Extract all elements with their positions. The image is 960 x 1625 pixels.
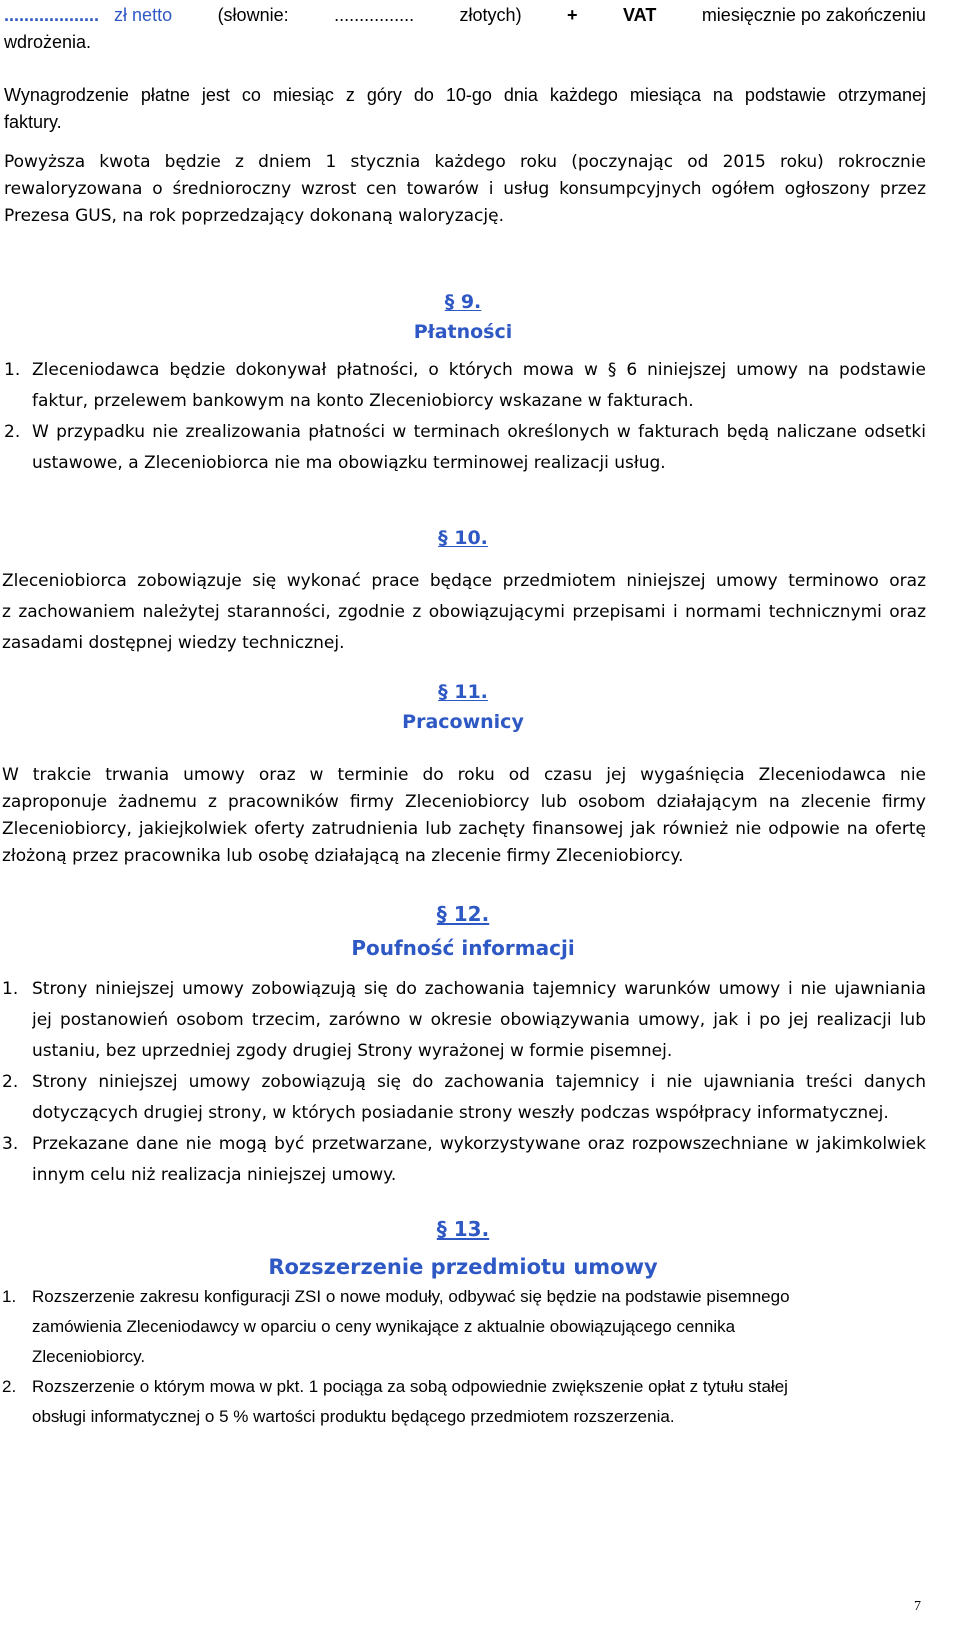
list-number: 2. — [2, 1072, 19, 1092]
fee-line1-rest: miesięcznie po zakończeniu — [701, 5, 926, 25]
section-12-list: 1. Strony niniejszej umowy zobowiązują się do zachowania tajemnicy warunków umowy i nie ujawniania jej postanowień osobom trzecim, zarówno w okresie obowiązywania umowy, jak i po jej realizacji lub ustaniu, bez uprzedniej zgody drugiej Strony wyrażonej w formie pisemnej. 2. Strony niniejszej umowy zobowiązują się do zachowania tajemnicy i nie ujawniania treści danych dotyczących drugiej strony, w których posiadanie strony weszły podczas współpracy informatycznej. 3. Przekazane dane nie mogą być przetwarzane, wykorzystywane oraz rozpowszechniane w jakimkolwiek innym celu niż realizacja niniejszej umowy. — [2, 974, 926, 1191]
indexation-paragraph: Powyższa kwota będzie z dniem 1 stycznia każdego roku (poczynając od 2015 roku) rokrocznie rewaloryzowana o średnioroczny wzrost cen towarów i usług konsumpcyjnych ogółem ogłoszony przez Prezesa GUS, na rok poprzedzający dokonaną waloryzację. — [4, 152, 926, 226]
section-11-title: Pracownicy — [402, 711, 524, 733]
slownie-label: (słownie: — [217, 5, 289, 25]
fee-paragraph — [4, 2, 926, 56]
section-13-list: 1. Rozszerzenie zakresu konfiguracji ZSI o nowe moduły, odbywać się będzie na podstawie pisemnego zamówienia Zleceniodawcy w oparciu o ceny wynikające z aktualnie obowiązującego cennika Zleceniobiorcy. 2. Rozszerzenie o którym mowa w pkt. 1 pociąga za sobą odpowiednie zwiększenie opłat z tytułu stałej obsługi informatycznej o 5 % wartości produktu będącego przedmiotem rozszerzenia. — [2, 1282, 926, 1432]
section-11-paragraph: W trakcie trwania umowy oraz w terminie do roku od czasu jej wygaśnięcia Zleceniodawca nie zaproponuje żadnemu z pracowników firmy Zleceniobiorcy lub osobom działającym na zlecenie firmy Zleceniobiorcy, jakiejkolwiek oferty zatrudnienia lub zachęty finansowej jak również nie odpowie na ofertę złożoną przez pracownika lub osobę działającą na zlecenie firmy Zleceniobiorcy. — [2, 765, 926, 866]
section-11-number: § 11. — [438, 681, 488, 703]
section-10-heading — [0, 523, 926, 553]
section-13-heading — [0, 1210, 926, 1286]
fee-line2: wdrożenia. — [4, 32, 92, 52]
section-12-number: § 12. — [436, 902, 490, 926]
section-10-number: § 10. — [438, 527, 488, 549]
list-number: 1. — [2, 1287, 17, 1306]
section-9-list: 1. Zleceniodawca będzie dokonywał płatności, o których mowa w § 6 niniejszej umowy na podstawie faktur, przelewem bankowym na konto Zleceniobiorcy wskazane w fakturach. 2. W przypadku nie zrealizowania płatności w terminach określonych w fakturach będą naliczane odsetki ustawowe, a Zleceniobiorca nie ma obowiązku terminowej realizacji usług. — [4, 355, 926, 479]
vat-label: VAT — [623, 5, 657, 25]
section-9-number: § 9. — [444, 291, 482, 313]
slownie-dots: ................ — [334, 5, 415, 25]
section-9-heading — [0, 287, 926, 347]
amount-currency: zł netto — [114, 5, 173, 25]
section-9-title: Płatności — [413, 321, 513, 343]
list-number: 3. — [2, 1134, 19, 1154]
list-number: 2. — [2, 1377, 17, 1396]
section-13-title: Rozszerzenie przedmiotu umowy — [268, 1255, 658, 1279]
zlotych-label: złotych) — [459, 5, 522, 25]
section-12-heading — [0, 897, 926, 965]
section-11-heading — [0, 677, 926, 737]
section-12-title: Poufność informacji — [351, 936, 575, 960]
list-number: 1. — [4, 360, 21, 380]
amount-dots: ................... — [4, 5, 100, 25]
page-number: 7 — [914, 1599, 921, 1614]
list-number: 1. — [2, 979, 19, 999]
section-10-paragraph: Zleceniobiorca zobowiązuje się wykonać prace będące przedmiotem niniejszej umowy terminowo oraz z zachowaniem należytej staranności, zgodnie z obowiązującymi przepisami i normami technicznymi oraz zasadami dostępnej wiedzy technicznej. — [2, 571, 926, 653]
payment-terms-paragraph: Wynagrodzenie płatne jest co miesiąc z góry do 10-go dnia każdego miesiąca na podstawie otrzymanej faktury. — [4, 85, 926, 132]
section-13-number: § 13. — [436, 1217, 490, 1241]
list-number: 2. — [4, 422, 21, 442]
plus-sign: + — [567, 5, 578, 25]
